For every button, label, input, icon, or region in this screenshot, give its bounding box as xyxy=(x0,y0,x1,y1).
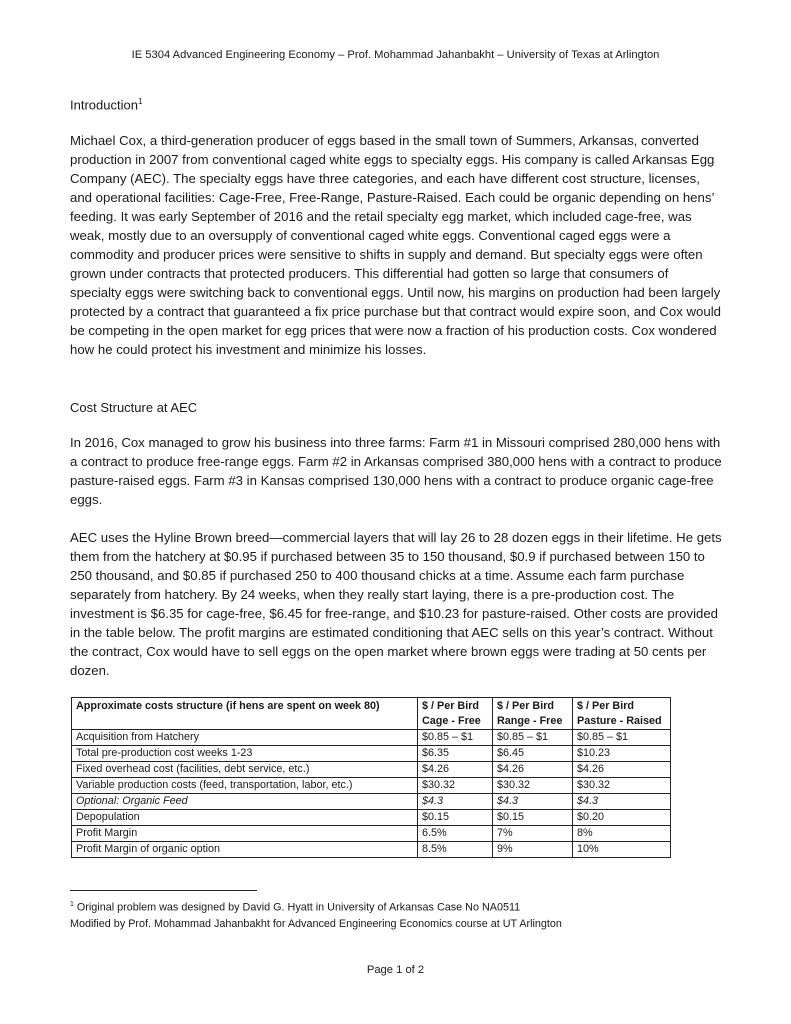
footnote-text-1: Original problem was designed by David G. Hyatt in University of Arkansas Case No NA0511 xyxy=(73,901,521,914)
row-label: Fixed overhead cost (facilities, debt service, etc.) xyxy=(72,762,418,778)
page-header: IE 5304 Advanced Engineering Economy – Prof. Mohammad Jahanbakht – University of Texas at Arlington xyxy=(131,49,660,61)
farms-paragraph: In 2016, Cox managed to grow his business into three farms: Farm #1 in Missouri comprised 280,000 hens with a contract to produce free-range eggs. Farm #2 in Arkansas comprised 380,000 hens with a contract to produce pasture-raised eggs. Farm #3 in Kansas comprised 130,000 hens with a contract to produce organic cage-free eggs. xyxy=(70,435,722,507)
cell-pasture-raised: $0.85 – $1 xyxy=(573,730,671,746)
header-cage-free: $ / Per Bird Cage - Free xyxy=(418,698,493,730)
cell-cage-free: $4.26 xyxy=(418,762,493,778)
footnote-reference: 1 xyxy=(137,97,143,106)
table-row xyxy=(72,794,671,810)
cell-cage-free: $0.85 – $1 xyxy=(418,730,493,746)
intro-heading xyxy=(70,97,142,112)
table-row xyxy=(72,810,671,826)
row-label: Total pre-production cost weeks 1-23 xyxy=(72,746,418,762)
table-header-row xyxy=(72,698,671,730)
cell-range-free: $0.85 – $1 xyxy=(493,730,573,746)
footnote-mark: 1 xyxy=(70,901,74,908)
cell-cage-free: $30.32 xyxy=(418,778,493,794)
cell-range-free: $0.15 xyxy=(493,810,573,826)
cell-cage-free: $0.15 xyxy=(418,810,493,826)
cost-structure-table xyxy=(71,697,671,858)
cell-range-free: $6.45 xyxy=(493,746,573,762)
hyline-paragraph: AEC uses the Hyline Brown breed—commercial layers that will lay 26 to 28 dozen eggs in their lifetime. He gets them from the hatchery at $0.95 if purchased between 35 to 150 thousand, $0.9 if purchased between 150 to 250 thousand, and $0.85 if purchased 250 to 400 thousand chicks at a time. Assume each farm purchase separately from hatchery. By 24 weeks, when they really start laying, there is a pre-production cost. The investment is $6.35 for cage-free, $6.45 for free-range, and $10.23 for pasture-raised. Other costs are provided in the table below. The profit margins are estimated conditioning that AEC sells on this year’s contract. Without the contract, Cox would have to sell eggs on the open market where brown eggs were trading at 50 cents per dozen. xyxy=(70,530,722,678)
cell-pasture-raised: 10% xyxy=(573,842,671,858)
cell-pasture-raised: $10.23 xyxy=(573,746,671,762)
table-row xyxy=(72,730,671,746)
table-row xyxy=(72,778,671,794)
cell-cage-free: 6.5% xyxy=(418,826,493,842)
cell-pasture-raised: $4.26 xyxy=(573,762,671,778)
cell-range-free: 9% xyxy=(493,842,573,858)
row-label: Profit Margin xyxy=(72,826,418,842)
cell-pasture-raised: 8% xyxy=(573,826,671,842)
table-row xyxy=(72,762,671,778)
row-label: Depopulation xyxy=(72,810,418,826)
intro-paragraph: Michael Cox, a third-generation producer of eggs based in the small town of Summers, Arkansas, converted production in 2007 from conventional caged white eggs to specialty eggs. His company is called Arkansas Egg Company (AEC). The specialty eggs have three categories, and each have different cost structure, licenses, and operational facilities: Cage-Free, Free-Range, Pasture-Raised. Each could be organic depending on hens’ feeding. It was early September of 2016 and the retail specialty egg market, which included cage-free, was weak, mostly due to an oversupply of conventional caged white eggs. Conventional caged eggs were a commodity and producer prices were sensitive to shifts in supply and demand. But specialty eggs were often grown under contracts that protected producers. This differential had gotten so large that consumers of specialty eggs were switching back to conventional eggs. Until now, his margins on production had been largely protected by a contract that guaranteed a fix price purchase but that contract would expire soon, and Cox would be competing in the open market for egg prices that were now a fraction of his production costs. Cox wondered how he could protect his investment and minimize his losses. xyxy=(70,133,721,357)
row-label: Acquisition from Hatchery xyxy=(72,730,418,746)
row-label: Optional: Organic Feed xyxy=(72,794,418,810)
cell-cage-free: 8.5% xyxy=(418,842,493,858)
cell-pasture-raised: $30.32 xyxy=(573,778,671,794)
header-pasture-raised: $ / Per Bird Pasture - Raised xyxy=(573,698,671,730)
footnote-divider xyxy=(70,890,257,891)
cell-range-free: $30.32 xyxy=(493,778,573,794)
cell-cage-free: $4.3 xyxy=(418,794,493,810)
page-number: Page 1 of 2 xyxy=(366,964,425,976)
row-label: Profit Margin of organic option xyxy=(72,842,418,858)
cell-range-free: 7% xyxy=(493,826,573,842)
table-row xyxy=(72,842,671,858)
table-row xyxy=(72,826,671,842)
cell-pasture-raised: $0.20 xyxy=(573,810,671,826)
cost-structure-heading: Cost Structure at AEC xyxy=(70,400,198,415)
row-label: Variable production costs (feed, transportation, labor, etc.) xyxy=(72,778,418,794)
cell-pasture-raised: $4.3 xyxy=(573,794,671,810)
footnote-line-2: Modified by Prof. Mohammad Jahanbakht for Advanced Engineering Economics course at UT Arlington xyxy=(70,918,562,930)
header-label: Approximate costs structure (if hens are spent on week 80) xyxy=(72,698,418,730)
cell-cage-free: $6.35 xyxy=(418,746,493,762)
cell-range-free: $4.26 xyxy=(493,762,573,778)
header-range-free: $ / Per Bird Range - Free xyxy=(493,698,573,730)
footnote-line-1 xyxy=(70,901,520,914)
intro-title: Introduction xyxy=(70,97,138,113)
cell-range-free: $4.3 xyxy=(493,794,573,810)
table-row xyxy=(72,746,671,762)
